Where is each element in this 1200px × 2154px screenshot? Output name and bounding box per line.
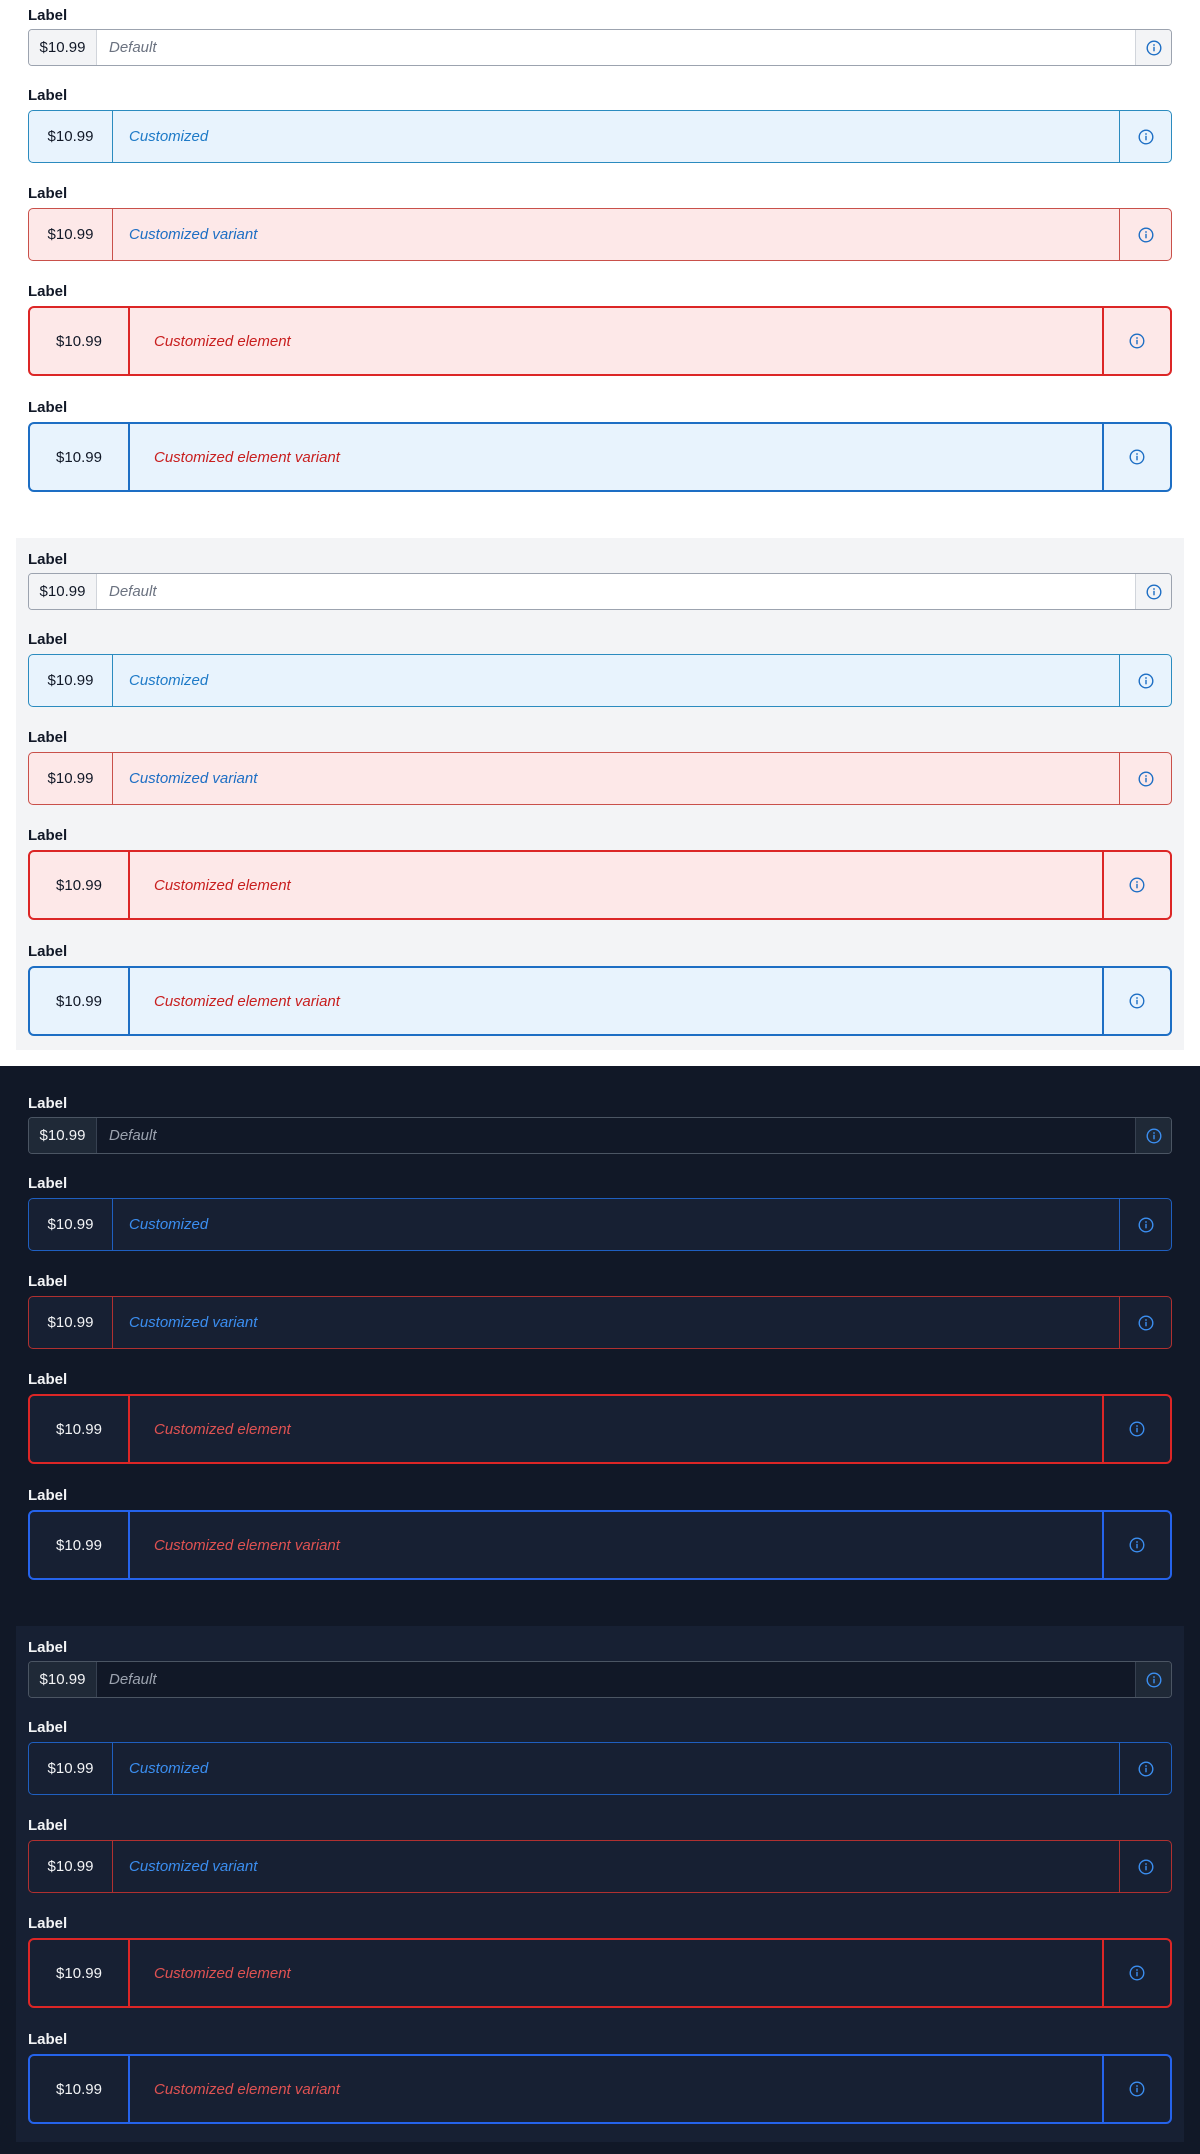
text-input[interactable]: Customized variant xyxy=(129,1314,258,1331)
input-group xyxy=(28,573,1172,610)
info-circle-icon xyxy=(1138,1315,1154,1331)
info-button[interactable] xyxy=(1102,968,1170,1034)
info-circle-icon xyxy=(1129,1537,1145,1553)
text-input[interactable]: Customized xyxy=(129,672,209,689)
price-addon: $10.99 xyxy=(30,424,130,490)
text-input[interactable]: Customized variant xyxy=(129,770,258,787)
input-group xyxy=(28,966,1172,1036)
field-label: Label xyxy=(28,551,68,568)
info-button[interactable] xyxy=(1135,30,1171,65)
info-circle-icon xyxy=(1138,1217,1154,1233)
price-addon: $10.99 xyxy=(30,968,130,1034)
price-addon: $10.99 xyxy=(29,1841,113,1892)
field-label: Label xyxy=(28,1915,68,1932)
text-input[interactable]: Customized element xyxy=(154,1964,291,1982)
input-group xyxy=(28,2054,1172,2124)
light-section xyxy=(0,0,1200,530)
text-input[interactable]: Customized element variant xyxy=(154,992,340,1010)
input-group xyxy=(28,1198,1172,1251)
info-button[interactable] xyxy=(1102,1512,1170,1578)
info-button[interactable] xyxy=(1119,1841,1171,1892)
info-button[interactable] xyxy=(1119,111,1171,162)
price-addon: $10.99 xyxy=(29,209,113,260)
input-group xyxy=(28,1742,1172,1795)
price-addon: $10.99 xyxy=(30,308,130,374)
price-addon: $10.99 xyxy=(29,655,113,706)
input-group xyxy=(28,654,1172,707)
info-button[interactable] xyxy=(1102,308,1170,374)
text-input[interactable]: Customized variant xyxy=(129,1858,258,1875)
field-label: Label xyxy=(28,1817,68,1834)
text-input[interactable]: Customized element xyxy=(154,1420,291,1438)
info-button[interactable] xyxy=(1102,424,1170,490)
field-label: Label xyxy=(28,1487,68,1504)
price-addon: $10.99 xyxy=(29,111,113,162)
input-group xyxy=(28,1510,1172,1580)
info-circle-icon xyxy=(1146,584,1162,600)
input-group xyxy=(28,422,1172,492)
price-addon: $10.99 xyxy=(29,574,97,609)
field-label: Label xyxy=(28,1639,68,1656)
field-label: Label xyxy=(28,2031,68,2048)
field-label: Label xyxy=(28,1371,68,1388)
info-button[interactable] xyxy=(1135,1662,1171,1697)
field-label: Label xyxy=(28,87,68,104)
input-group xyxy=(28,306,1172,376)
field-label: Label xyxy=(28,943,68,960)
field-label: Label xyxy=(28,631,68,648)
field-label: Label xyxy=(28,7,68,24)
price-addon: $10.99 xyxy=(29,1199,113,1250)
info-circle-icon xyxy=(1129,993,1145,1009)
price-addon: $10.99 xyxy=(29,753,113,804)
text-input[interactable]: Customized xyxy=(129,1216,209,1233)
info-button[interactable] xyxy=(1102,1396,1170,1462)
price-addon: $10.99 xyxy=(30,852,130,918)
info-button[interactable] xyxy=(1119,753,1171,804)
text-input[interactable]: Customized xyxy=(129,128,209,145)
price-addon: $10.99 xyxy=(29,1118,97,1153)
info-circle-icon xyxy=(1129,877,1145,893)
text-input[interactable]: Customized variant xyxy=(129,226,258,243)
input-group xyxy=(28,29,1172,66)
field-label: Label xyxy=(28,283,68,300)
price-addon: $10.99 xyxy=(29,1743,113,1794)
input-group xyxy=(28,110,1172,163)
info-button[interactable] xyxy=(1102,2056,1170,2122)
text-input[interactable]: Customized xyxy=(129,1760,209,1777)
info-circle-icon xyxy=(1138,673,1154,689)
text-input[interactable]: Default xyxy=(109,1671,157,1688)
input-group xyxy=(28,1661,1172,1698)
text-input[interactable]: Customized element xyxy=(154,332,291,350)
info-circle-icon xyxy=(1146,1128,1162,1144)
info-circle-icon xyxy=(1146,1672,1162,1688)
dark-panel-section xyxy=(16,1626,1184,2142)
input-group xyxy=(28,1117,1172,1154)
info-circle-icon xyxy=(1138,1761,1154,1777)
text-input[interactable]: Default xyxy=(97,574,1135,609)
text-input[interactable]: Customized element variant xyxy=(154,448,340,466)
input-group xyxy=(28,1394,1172,1464)
info-button[interactable] xyxy=(1135,1118,1171,1153)
input-group xyxy=(28,850,1172,920)
info-button[interactable] xyxy=(1102,852,1170,918)
info-circle-icon xyxy=(1129,2081,1145,2097)
field-label: Label xyxy=(28,1273,68,1290)
info-button[interactable] xyxy=(1135,574,1171,609)
text-input[interactable]: Default xyxy=(97,30,1135,65)
info-button[interactable] xyxy=(1119,1743,1171,1794)
input-group xyxy=(28,1840,1172,1893)
field-label: Label xyxy=(28,729,68,746)
info-circle-icon xyxy=(1138,129,1154,145)
price-addon: $10.99 xyxy=(30,1940,130,2006)
price-addon: $10.99 xyxy=(30,1512,130,1578)
field-label: Label xyxy=(28,1095,68,1112)
info-circle-icon xyxy=(1129,449,1145,465)
input-group xyxy=(28,208,1172,261)
price-addon: $10.99 xyxy=(29,1297,113,1348)
info-circle-icon xyxy=(1129,333,1145,349)
field-label: Label xyxy=(28,399,68,416)
price-addon: $10.99 xyxy=(30,2056,130,2122)
info-circle-icon xyxy=(1129,1421,1145,1437)
field-label: Label xyxy=(28,1719,68,1736)
field-label: Label xyxy=(28,185,68,202)
text-input[interactable]: Customized element xyxy=(154,876,291,894)
input-group xyxy=(28,752,1172,805)
info-button[interactable] xyxy=(1119,209,1171,260)
info-button[interactable] xyxy=(1119,655,1171,706)
input-group xyxy=(28,1296,1172,1349)
price-addon: $10.99 xyxy=(29,30,97,65)
text-input[interactable]: Customized element variant xyxy=(154,2080,340,2098)
text-input[interactable]: Default xyxy=(109,1127,157,1144)
dark-section xyxy=(0,1066,1200,1608)
info-circle-icon xyxy=(1129,1965,1145,1981)
light-panel-section xyxy=(16,538,1184,1050)
info-circle-icon xyxy=(1138,1859,1154,1875)
price-addon: $10.99 xyxy=(29,1662,97,1697)
info-button[interactable] xyxy=(1119,1297,1171,1348)
info-button[interactable] xyxy=(1119,1199,1171,1250)
price-addon: $10.99 xyxy=(30,1396,130,1462)
info-circle-icon xyxy=(1138,227,1154,243)
text-input[interactable]: Customized element variant xyxy=(154,1536,340,1554)
info-circle-icon xyxy=(1146,40,1162,56)
info-circle-icon xyxy=(1138,771,1154,787)
field-label: Label xyxy=(28,827,68,844)
field-label: Label xyxy=(28,1175,68,1192)
info-button[interactable] xyxy=(1102,1940,1170,2006)
input-group xyxy=(28,1938,1172,2008)
